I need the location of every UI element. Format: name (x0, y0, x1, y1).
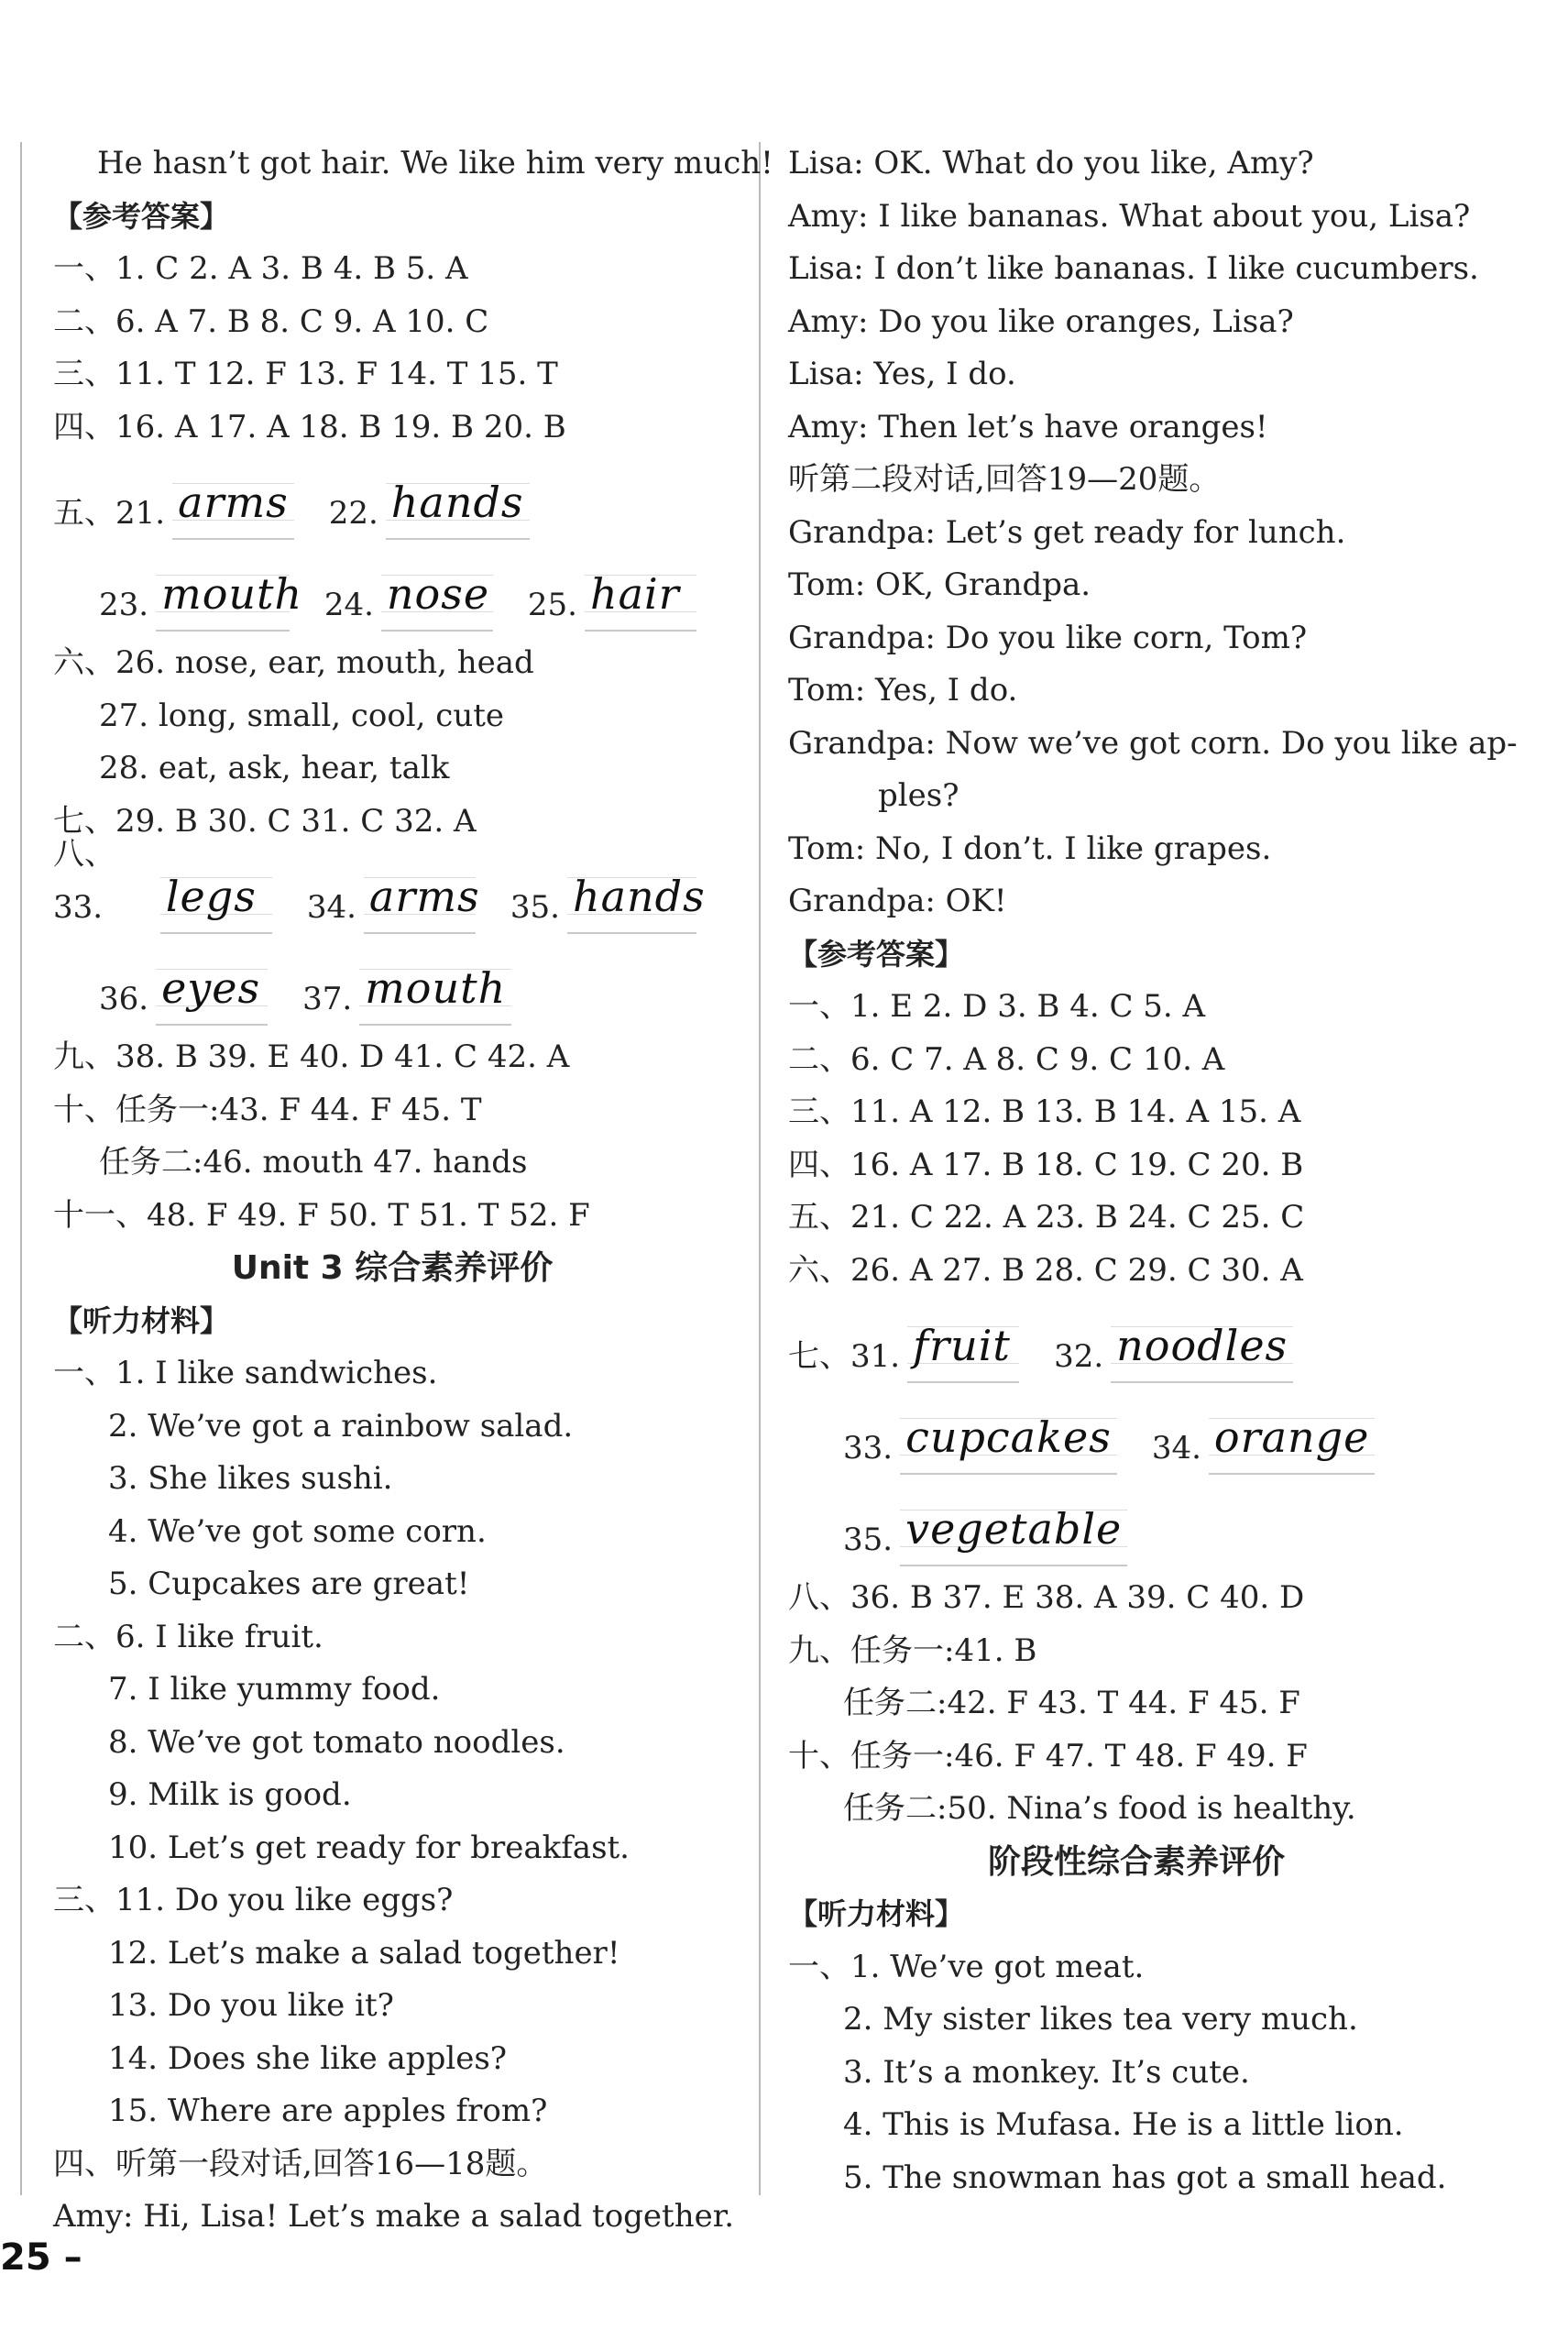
answer-line: 八、36. B 37. E 38. A 39. C 40. D (788, 1579, 1305, 1616)
handwriting-answer-35 (900, 1493, 1127, 1566)
answer-line: 任务二:46. mouth 47. hands (99, 1144, 528, 1181)
handwriting-row (53, 454, 731, 545)
listening-line: 4. We’ve got some corn. (108, 1512, 487, 1550)
answer-line: 六、26. nose, ear, mouth, head (53, 644, 534, 681)
handwriting-answer-34 (364, 861, 480, 934)
handwritten-word: arms (178, 478, 289, 527)
dialogue-line: Grandpa: Do you like corn, Tom? (788, 619, 1308, 656)
dialogue-line: Tom: No, I don’t. I like grapes. (788, 829, 1272, 867)
handwriting-answer-22 (386, 467, 530, 540)
question-number: 33. (843, 1429, 894, 1467)
handwritten-word: hands (572, 872, 706, 921)
listening-line: 5. Cupcakes are great! (108, 1565, 470, 1602)
page-number: 25 – (0, 2236, 82, 2279)
answer-line: 六、26. A 27. B 28. C 29. C 30. A (788, 1251, 1303, 1289)
unit-title: Unit 3 综合素养评价 (231, 1249, 554, 1287)
answer-line: 十一、48. F 49. F 50. T 51. T 52. F (53, 1196, 590, 1234)
listening-line: 3. She likes sushi. (108, 1460, 393, 1497)
question-number: 35. (843, 1521, 894, 1558)
question-number: 八、33. (53, 836, 115, 926)
question-number: 25. (527, 586, 577, 623)
answer-line: 三、11. T 12. F 13. F 14. T 15. T (53, 356, 558, 392)
listening-line: 10. Let’s get ready for breakfast. (108, 1829, 630, 1866)
handwritten-word: hands (390, 478, 524, 527)
listening-line: 三、11. Do you like eggs? (53, 1882, 454, 1918)
answer-line: 九、任务一:41. B (788, 1631, 1037, 1669)
answer-line: 二、6. C 7. A 8. C 9. C 10. A (788, 1040, 1225, 1078)
answer-line: 十、任务一:43. F 44. F 45. T (53, 1091, 482, 1128)
dialogue-line: Tom: Yes, I do. (788, 672, 1018, 709)
listening-line: 2. My sister likes tea very much. (843, 2001, 1358, 2038)
question-number: 五、21. (53, 494, 166, 532)
answer-line: 九、38. B 39. E 40. D 41. C 42. A (53, 1038, 570, 1075)
handwriting-answer-23 (156, 558, 303, 632)
listening-line: 一、1. We’ve got meat. (788, 1948, 1145, 1985)
column-divider (759, 142, 761, 2195)
listening-line: 7. I like yummy food. (108, 1671, 441, 1708)
handwritten-word: mouth (161, 569, 303, 619)
listening-line: 四、听第一段对话,回答16—18题。 (53, 2145, 548, 2182)
dialogue-line: 听第二段对话,回答19—20题。 (788, 461, 1221, 498)
handwriting-answer-33 (900, 1401, 1117, 1475)
dialogue-line: ples? (878, 777, 959, 814)
answer-line: 四、16. A 17. A 18. B 19. B 20. B (53, 408, 566, 445)
question-number: 34. (1151, 1429, 1201, 1467)
handwritten-word: fruit (913, 1321, 1011, 1370)
handwriting-answer-25 (585, 558, 696, 632)
listening-line: 15. Where are apples from? (108, 2093, 548, 2129)
question-number: 32. (1054, 1337, 1104, 1375)
dialogue-line: Amy: Do you like oranges, Lisa? (788, 302, 1294, 340)
listening-line: Amy: Hi, Lisa! Let’s make a salad together. (53, 2198, 735, 2235)
handwritten-word: orange (1213, 1412, 1370, 1462)
handwriting-row (53, 836, 731, 939)
handwritten-word: legs (165, 872, 257, 921)
handwritten-word: noodles (1116, 1321, 1288, 1370)
handwriting-answer-36 (156, 952, 268, 1026)
handwriting-row (53, 939, 731, 1031)
listening-heading: 【听力材料】 (788, 1896, 965, 1931)
answer-line: 27. long, small, cool, cute (99, 697, 505, 734)
handwriting-answer-37 (359, 952, 511, 1026)
dialogue-line: Lisa: Yes, I do. (788, 356, 1016, 392)
question-number: 22. (328, 494, 378, 532)
answer-line: 一、1. C 2. A 3. B 4. B 5. A (53, 250, 468, 287)
handwriting-answer-24 (381, 558, 493, 632)
handwritten-word: nose (386, 569, 490, 619)
text-line: He hasn’t got hair. We like him very much! (97, 145, 773, 181)
listening-line: 一、1. I like sandwiches. (53, 1355, 438, 1391)
handwritten-word: eyes (161, 963, 261, 1013)
dialogue-line: Amy: I like bananas. What about you, Lisa? (788, 197, 1471, 235)
answer-line: 七、29. B 30. C 31. C 32. A (53, 802, 477, 840)
handwriting-row (53, 545, 731, 637)
handwriting-answer-21 (172, 467, 294, 540)
listening-line: 4. This is Mufasa. He is a little lion. (843, 2106, 1404, 2143)
answer-line: 四、16. A 17. B 18. C 19. C 20. B (788, 1146, 1304, 1183)
question-number: 23. (99, 586, 149, 623)
answer-line: 任务二:42. F 43. T 44. F 45. F (843, 1685, 1300, 1721)
left-column (53, 137, 773, 2244)
listening-line: 二、6. I like fruit. (53, 1618, 323, 1655)
handwriting-row (788, 1297, 1485, 1389)
question-number: 35. (510, 888, 560, 926)
left-column-rule (20, 142, 22, 2195)
question-number: 七、31. (788, 1337, 901, 1375)
listening-line: 14. Does she like apples? (108, 2039, 508, 2077)
handwriting-answer-35 (567, 861, 706, 934)
handwritten-word: arms (368, 872, 480, 921)
answer-line: 十、任务一:46. F 47. T 48. F 49. F (788, 1737, 1308, 1774)
handwriting-answer-32 (1111, 1310, 1293, 1383)
answers-heading: 【参考答案】 (53, 198, 230, 234)
listening-line: 2. We’ve got a rainbow salad. (108, 1407, 574, 1445)
listening-line: 3. It’s a monkey. It’s cute. (843, 2053, 1250, 2091)
listening-line: 5. The snowman has got a small head. (843, 2159, 1447, 2196)
answer-line: 一、1. E 2. D 3. B 4. C 5. A (788, 988, 1206, 1025)
dialogue-line: Lisa: I don’t like bananas. I like cucumbers. (788, 250, 1479, 287)
question-number: 37. (302, 980, 353, 1017)
handwriting-answer-33 (160, 861, 272, 934)
question-number: 36. (99, 980, 149, 1017)
answer-line: 三、11. A 12. B 13. B 14. A 15. A (788, 1093, 1301, 1130)
question-number: 34. (306, 888, 356, 926)
handwritten-word: vegetable (905, 1504, 1123, 1554)
answer-line: 二、6. A 7. B 8. C 9. A 10. C (53, 302, 489, 340)
dialogue-line: Grandpa: OK! (788, 883, 1007, 919)
dialogue-line: Grandpa: Now we’ve got corn. Do you like ap- (788, 724, 1518, 762)
answer-line: 28. eat, ask, hear, talk (99, 750, 450, 786)
answers-heading: 【参考答案】 (788, 936, 965, 972)
dialogue-line: Amy: Then let’s have oranges! (788, 408, 1268, 445)
listening-heading: 【听力材料】 (53, 1302, 230, 1338)
listening-line: 9. Milk is good. (108, 1776, 352, 1813)
listening-line: 13. Do you like it? (108, 1987, 394, 2024)
handwriting-row (788, 1480, 1485, 1572)
handwritten-word: hair (590, 569, 680, 619)
handwriting-row (788, 1389, 1485, 1480)
dialogue-line: Lisa: OK. What do you like, Amy? (788, 145, 1314, 181)
listening-line: 8. We’ve got tomato noodles. (108, 1723, 565, 1761)
handwriting-answer-31 (907, 1310, 1019, 1383)
dialogue-line: Grandpa: Let’s get ready for lunch. (788, 513, 1346, 551)
question-number: 24. (323, 586, 374, 623)
answer-line: 五、21. C 22. A 23. B 24. C 25. C (788, 1199, 1305, 1236)
handwritten-word: mouth (365, 963, 507, 1013)
right-column (788, 137, 1518, 2204)
handwriting-answer-34 (1209, 1401, 1375, 1475)
answer-line: 任务二:50. Nina’s food is healthy. (843, 1790, 1356, 1827)
handwritten-word: cupcakes (905, 1412, 1112, 1462)
listening-line: 12. Let’s make a salad together! (108, 1934, 620, 1972)
dialogue-line: Tom: OK, Grandpa. (788, 566, 1091, 603)
stage-title: 阶段性综合素养评价 (987, 1842, 1285, 1881)
